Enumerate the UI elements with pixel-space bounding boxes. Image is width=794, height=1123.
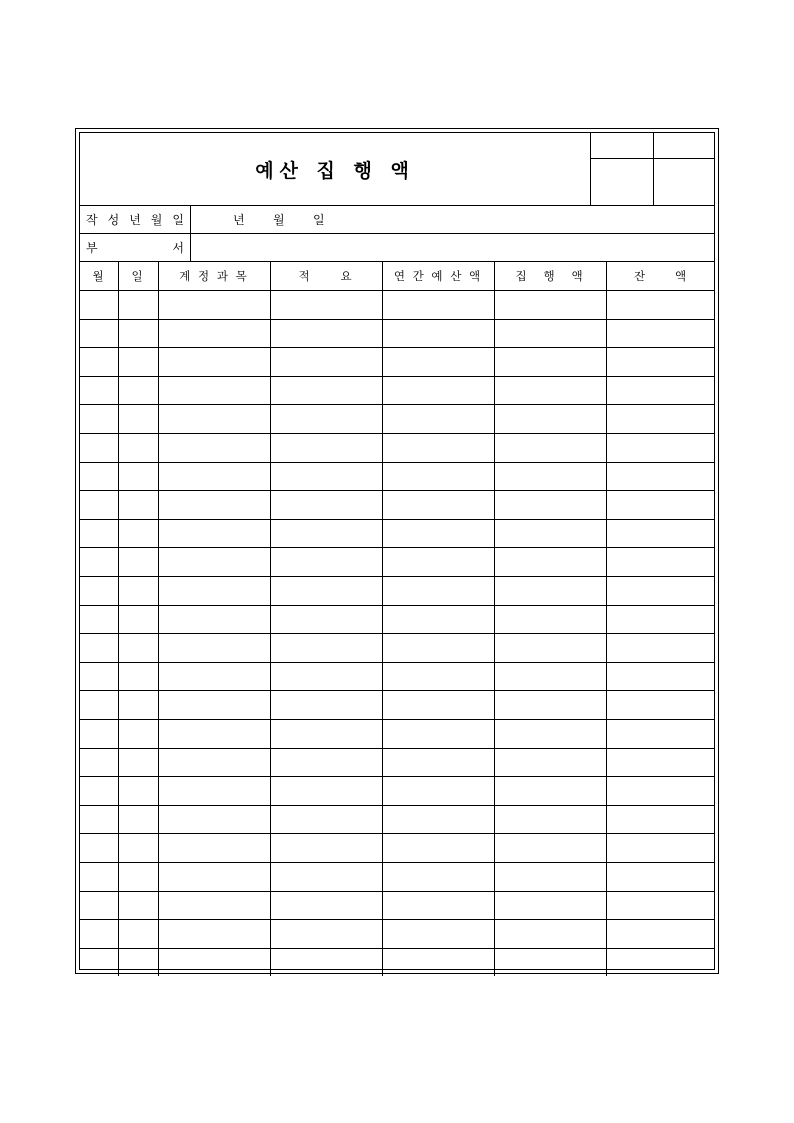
table-cell-annual-budget[interactable] xyxy=(382,833,494,862)
table-cell-account[interactable] xyxy=(158,862,270,891)
month-unit: 월 xyxy=(273,213,285,227)
table-cell-account[interactable] xyxy=(158,690,270,719)
table-cell-executed[interactable] xyxy=(494,748,606,777)
table-cell-executed[interactable] xyxy=(494,547,606,576)
table-cell-annual-budget[interactable] xyxy=(382,462,494,491)
table-cell-day[interactable] xyxy=(118,490,158,519)
table-cell-executed[interactable] xyxy=(494,690,606,719)
table-cell-account[interactable] xyxy=(158,376,270,405)
table-cell-balance[interactable] xyxy=(606,462,716,491)
table-cell-balance[interactable] xyxy=(606,833,716,862)
table-cell-balance[interactable] xyxy=(606,547,716,576)
table-cell-executed[interactable] xyxy=(494,833,606,862)
table-cell-balance[interactable] xyxy=(606,690,716,719)
table-cell-annual-budget[interactable] xyxy=(382,862,494,891)
table-cell-executed[interactable] xyxy=(494,719,606,748)
table-cell-day[interactable] xyxy=(118,404,158,433)
table-cell-summary[interactable] xyxy=(270,748,382,777)
table-cell-balance[interactable] xyxy=(606,891,716,920)
table-cell-month[interactable] xyxy=(80,547,118,576)
table-cell-day[interactable] xyxy=(118,462,158,491)
table-cell-month[interactable] xyxy=(80,662,118,691)
table-cell-account[interactable] xyxy=(158,719,270,748)
table-cell-executed[interactable] xyxy=(494,433,606,462)
table-cell-summary[interactable] xyxy=(270,633,382,662)
table-cell-annual-budget[interactable] xyxy=(382,748,494,777)
created-date-label: 작 성 년 월 일 xyxy=(86,213,184,227)
table-cell-annual-budget[interactable] xyxy=(382,433,494,462)
table-cell-annual-budget[interactable] xyxy=(382,404,494,433)
table-cell-summary[interactable] xyxy=(270,376,382,405)
table-cell-balance[interactable] xyxy=(606,433,716,462)
table-cell-annual-budget[interactable] xyxy=(382,776,494,805)
table-cell-day[interactable] xyxy=(118,605,158,634)
table-cell-annual-budget[interactable] xyxy=(382,490,494,519)
table-cell-summary[interactable] xyxy=(270,433,382,462)
table-cell-executed[interactable] xyxy=(494,347,606,376)
table-cell-executed[interactable] xyxy=(494,519,606,548)
table-cell-account[interactable] xyxy=(158,605,270,634)
table-cell-account[interactable] xyxy=(158,776,270,805)
form-outer-frame xyxy=(75,128,719,974)
table-cell-account[interactable] xyxy=(158,662,270,691)
table-cell-executed[interactable] xyxy=(494,919,606,948)
table-cell-balance[interactable] xyxy=(606,862,716,891)
table-cell-annual-budget[interactable] xyxy=(382,719,494,748)
table-cell-month[interactable] xyxy=(80,690,118,719)
table-cell-account[interactable] xyxy=(158,347,270,376)
table-cell-executed[interactable] xyxy=(494,404,606,433)
table-cell-day[interactable] xyxy=(118,833,158,862)
table-cell-annual-budget[interactable] xyxy=(382,376,494,405)
table-cell-month[interactable] xyxy=(80,576,118,605)
table-cell-summary[interactable] xyxy=(270,290,382,319)
table-cell-summary[interactable] xyxy=(270,605,382,634)
table-cell-summary[interactable] xyxy=(270,319,382,348)
table-cell-executed[interactable] xyxy=(494,376,606,405)
table-cell-account[interactable] xyxy=(158,319,270,348)
table-cell-executed[interactable] xyxy=(494,776,606,805)
table-cell-month[interactable] xyxy=(80,805,118,834)
table-cell-annual-budget[interactable] xyxy=(382,633,494,662)
table-cell-annual-budget[interactable] xyxy=(382,547,494,576)
table-cell-day[interactable] xyxy=(118,948,158,977)
table-cell-month[interactable] xyxy=(80,862,118,891)
table-cell-executed[interactable] xyxy=(494,290,606,319)
table-cell-executed[interactable] xyxy=(494,462,606,491)
table-cell-summary[interactable] xyxy=(270,547,382,576)
table-cell-account[interactable] xyxy=(158,891,270,920)
table-cell-account[interactable] xyxy=(158,748,270,777)
form-inner-frame xyxy=(79,132,715,970)
table-cell-month[interactable] xyxy=(80,776,118,805)
approval-box[interactable] xyxy=(654,133,716,158)
table-cell-summary[interactable] xyxy=(270,519,382,548)
table-cell-balance[interactable] xyxy=(606,347,716,376)
table-cell-month[interactable] xyxy=(80,290,118,319)
table-cell-day[interactable] xyxy=(118,376,158,405)
table-cell-month[interactable] xyxy=(80,948,118,977)
table-cell-annual-budget[interactable] xyxy=(382,319,494,348)
table-cell-month[interactable] xyxy=(80,433,118,462)
table-cell-annual-budget[interactable] xyxy=(382,805,494,834)
table-cell-account[interactable] xyxy=(158,433,270,462)
table-cell-day[interactable] xyxy=(118,862,158,891)
table-cell-day[interactable] xyxy=(118,319,158,348)
table-cell-annual-budget[interactable] xyxy=(382,605,494,634)
table-cell-executed[interactable] xyxy=(494,576,606,605)
table-cell-executed[interactable] xyxy=(494,633,606,662)
approval-signature-box[interactable] xyxy=(654,159,716,205)
table-cell-day[interactable] xyxy=(118,290,158,319)
table-cell-annual-budget[interactable] xyxy=(382,662,494,691)
table-cell-day[interactable] xyxy=(118,776,158,805)
table-cell-balance[interactable] xyxy=(606,376,716,405)
table-cell-account[interactable] xyxy=(158,462,270,491)
table-cell-day[interactable] xyxy=(118,891,158,920)
table-cell-balance[interactable] xyxy=(606,490,716,519)
table-cell-day[interactable] xyxy=(118,919,158,948)
created-date-field[interactable] xyxy=(191,206,711,233)
table-cell-summary[interactable] xyxy=(270,576,382,605)
table-cell-account[interactable] xyxy=(158,547,270,576)
table-cell-account[interactable] xyxy=(158,833,270,862)
table-cell-summary[interactable] xyxy=(270,833,382,862)
table-cell-summary[interactable] xyxy=(270,662,382,691)
table-cell-day[interactable] xyxy=(118,748,158,777)
table-cell-executed[interactable] xyxy=(494,948,606,977)
approval-signature-box[interactable] xyxy=(591,159,653,205)
table-cell-balance[interactable] xyxy=(606,633,716,662)
table-cell-summary[interactable] xyxy=(270,719,382,748)
table-cell-day[interactable] xyxy=(118,347,158,376)
column-header-day: 일 xyxy=(131,268,145,283)
table-cell-executed[interactable] xyxy=(494,891,606,920)
table-cell-balance[interactable] xyxy=(606,719,716,748)
table-cell-balance[interactable] xyxy=(606,404,716,433)
table-cell-executed[interactable] xyxy=(494,490,606,519)
table-cell-balance[interactable] xyxy=(606,519,716,548)
table-cell-summary[interactable] xyxy=(270,805,382,834)
table-cell-summary[interactable] xyxy=(270,862,382,891)
table-cell-executed[interactable] xyxy=(494,862,606,891)
table-cell-balance[interactable] xyxy=(606,576,716,605)
table-cell-month[interactable] xyxy=(80,633,118,662)
table-cell-month[interactable] xyxy=(80,404,118,433)
table-cell-month[interactable] xyxy=(80,919,118,948)
table-cell-day[interactable] xyxy=(118,805,158,834)
table-cell-account[interactable] xyxy=(158,290,270,319)
table-cell-summary[interactable] xyxy=(270,462,382,491)
table-cell-executed[interactable] xyxy=(494,605,606,634)
table-cell-balance[interactable] xyxy=(606,662,716,691)
table-cell-summary[interactable] xyxy=(270,919,382,948)
table-cell-account[interactable] xyxy=(158,805,270,834)
approval-box[interactable] xyxy=(591,133,653,158)
table-cell-day[interactable] xyxy=(118,633,158,662)
department-label: 부 서 xyxy=(86,241,184,255)
column-header-account: 계 정 과 목 xyxy=(179,268,249,283)
table-cell-month[interactable] xyxy=(80,376,118,405)
table-cell-balance[interactable] xyxy=(606,776,716,805)
table-cell-day[interactable] xyxy=(118,662,158,691)
table-cell-account[interactable] xyxy=(158,633,270,662)
table-cell-annual-budget[interactable] xyxy=(382,891,494,920)
table-cell-account[interactable] xyxy=(158,404,270,433)
table-cell-account[interactable] xyxy=(158,919,270,948)
table-cell-balance[interactable] xyxy=(606,919,716,948)
table-cell-month[interactable] xyxy=(80,490,118,519)
table-cell-account[interactable] xyxy=(158,490,270,519)
table-cell-month[interactable] xyxy=(80,347,118,376)
table-cell-month[interactable] xyxy=(80,719,118,748)
table-cell-annual-budget[interactable] xyxy=(382,690,494,719)
table-cell-day[interactable] xyxy=(118,690,158,719)
column-header-annual-budget: 연 간 예 산 액 xyxy=(393,268,483,283)
column-header-month: 월 xyxy=(92,268,106,283)
table-cell-day[interactable] xyxy=(118,576,158,605)
table-cell-day[interactable] xyxy=(118,519,158,548)
table-cell-balance[interactable] xyxy=(606,290,716,319)
table-cell-balance[interactable] xyxy=(606,748,716,777)
table-cell-executed[interactable] xyxy=(494,662,606,691)
column-header-balance: 잔 액 xyxy=(633,268,689,283)
department-field[interactable] xyxy=(191,234,711,261)
table-cell-day[interactable] xyxy=(118,433,158,462)
year-unit: 년 xyxy=(233,213,245,227)
table-cell-summary[interactable] xyxy=(270,347,382,376)
column-header-summary: 적 요 xyxy=(298,268,354,283)
table-cell-account[interactable] xyxy=(158,519,270,548)
table-cell-summary[interactable] xyxy=(270,891,382,920)
table-cell-account[interactable] xyxy=(158,948,270,977)
table-cell-annual-budget[interactable] xyxy=(382,347,494,376)
table-cell-month[interactable] xyxy=(80,605,118,634)
table-cell-annual-budget[interactable] xyxy=(382,919,494,948)
table-cell-summary[interactable] xyxy=(270,490,382,519)
table-cell-annual-budget[interactable] xyxy=(382,576,494,605)
table-cell-month[interactable] xyxy=(80,519,118,548)
table-cell-balance[interactable] xyxy=(606,319,716,348)
table-cell-summary[interactable] xyxy=(270,690,382,719)
table-cell-balance[interactable] xyxy=(606,605,716,634)
table-cell-summary[interactable] xyxy=(270,404,382,433)
table-cell-month[interactable] xyxy=(80,319,118,348)
table-cell-executed[interactable] xyxy=(494,805,606,834)
table-cell-account[interactable] xyxy=(158,576,270,605)
table-cell-annual-budget[interactable] xyxy=(382,290,494,319)
table-cell-summary[interactable] xyxy=(270,776,382,805)
table-cell-balance[interactable] xyxy=(606,948,716,977)
table-cell-day[interactable] xyxy=(118,547,158,576)
column-header-executed: 집 행 액 xyxy=(515,268,585,283)
table-cell-summary[interactable] xyxy=(270,948,382,977)
table-cell-executed[interactable] xyxy=(494,319,606,348)
document-title: 예산 집 행 액 xyxy=(255,159,415,182)
table-cell-month[interactable] xyxy=(80,748,118,777)
table-cell-month[interactable] xyxy=(80,833,118,862)
table-cell-month[interactable] xyxy=(80,891,118,920)
table-cell-balance[interactable] xyxy=(606,805,716,834)
table-cell-month[interactable] xyxy=(80,462,118,491)
table-cell-day[interactable] xyxy=(118,719,158,748)
table-cell-annual-budget[interactable] xyxy=(382,519,494,548)
table-cell-annual-budget[interactable] xyxy=(382,948,494,977)
day-unit: 일 xyxy=(313,213,325,227)
